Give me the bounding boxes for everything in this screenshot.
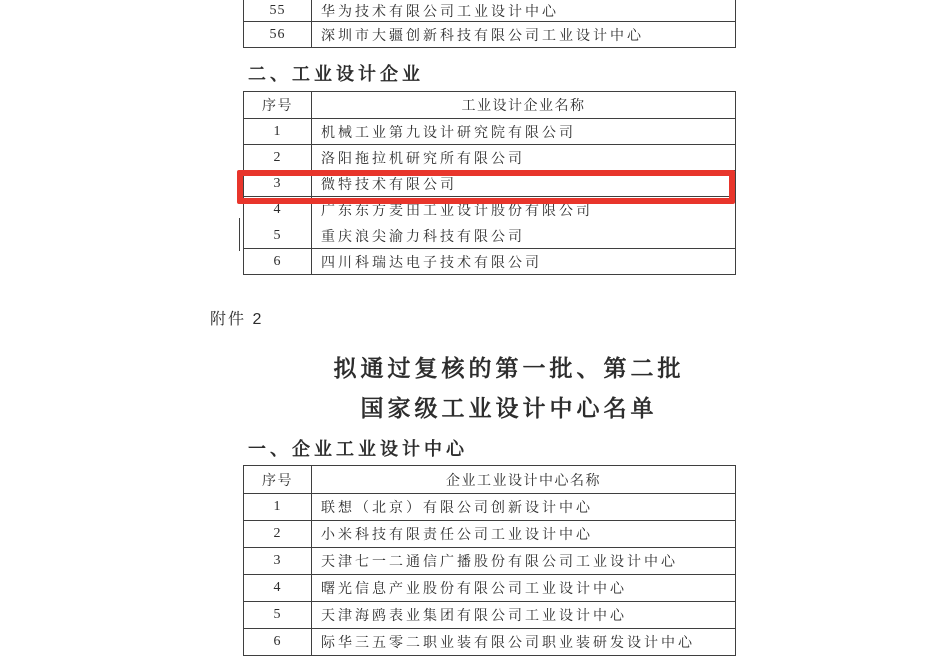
- row-number-cell: 6: [244, 629, 312, 655]
- table-header-row: [244, 466, 735, 494]
- center-name-cell: 天津七一二通信广播股份有限公司工业设计中心: [321, 555, 678, 570]
- table-row: [244, 602, 735, 629]
- row-number-cell: 56: [244, 22, 312, 47]
- previous-page-table-partial: [243, 0, 736, 48]
- table-row: [244, 145, 735, 171]
- table-row: [244, 223, 735, 249]
- company-name-cell: 四川科瑞达电子技术有限公司: [321, 255, 542, 271]
- company-name-cell: 机械工业第九设计研究院有限公司: [321, 125, 576, 141]
- table-row: [244, 548, 735, 575]
- company-name-cell: 华为技术有限公司工业设计中心: [321, 4, 559, 20]
- row-number-cell: 55: [244, 0, 312, 21]
- row-number-cell: 5: [244, 223, 312, 248]
- center-name-cell: 小米科技有限责任公司工业设计中心: [321, 528, 593, 543]
- table-row: [244, 22, 735, 48]
- table-row: [244, 494, 735, 521]
- company-name-cell: 洛阳拖拉机研究所有限公司: [321, 151, 525, 167]
- table-header-row: [244, 92, 735, 119]
- row-number-cell: 2: [244, 521, 312, 547]
- center-name-cell: 天津海鸥表业集团有限公司工业设计中心: [321, 609, 627, 624]
- document-title-line2: 国家级工业设计中心名单: [360, 396, 658, 421]
- table-row: [244, 119, 735, 145]
- row-number-cell: 3: [244, 548, 312, 574]
- page-break-border-artifact: [239, 218, 240, 251]
- center-name-cell: 联想（北京）有限公司创新设计中心: [321, 501, 593, 516]
- highlight-box: [237, 170, 735, 204]
- company-name-cell: 深圳市大疆创新科技有限公司工业设计中心: [321, 28, 644, 44]
- table-row: [244, 575, 735, 602]
- row-number-cell: 5: [244, 602, 312, 628]
- company-name-cell: 广东东方麦田工业设计股份有限公司: [321, 204, 593, 219]
- row-number-cell: 3: [244, 171, 312, 196]
- row-number-cell: 4: [244, 197, 312, 223]
- row-number-cell: 4: [244, 575, 312, 601]
- center-name-cell: 曙光信息产业股份有限公司工业设计中心: [321, 582, 627, 597]
- row-number-cell: 1: [244, 494, 312, 520]
- table-row: [244, 0, 735, 22]
- header-name-cell: 企业工业设计中心名称: [446, 473, 601, 489]
- section-heading-industrial-design-enterprises: 二、工业设计企业: [248, 64, 424, 84]
- row-number-cell: 1: [244, 119, 312, 144]
- table-row: [244, 629, 735, 656]
- header-name-cell: 工业设计企业名称: [461, 99, 586, 114]
- section-heading-enterprise-design-centers: 一、企业工业设计中心: [248, 439, 468, 459]
- document-title-line1: 拟通过复核的第一批、第二批: [333, 356, 685, 381]
- company-name-cell: 微特技术有限公司: [321, 177, 457, 193]
- table-row: [244, 521, 735, 548]
- enterprise-design-centers-table: [243, 465, 736, 656]
- header-number-cell: 序号: [244, 466, 312, 493]
- header-number-cell: 序号: [244, 92, 312, 118]
- row-number-cell: 2: [244, 145, 312, 170]
- table-row: [244, 249, 735, 275]
- company-name-cell: 重庆浪尖渝力科技有限公司: [321, 229, 525, 245]
- center-name-cell: 际华三五零二职业装有限公司职业装研发设计中心: [321, 636, 695, 651]
- row-number-cell: 6: [244, 249, 312, 274]
- attachment-label: 附件 2: [210, 311, 264, 328]
